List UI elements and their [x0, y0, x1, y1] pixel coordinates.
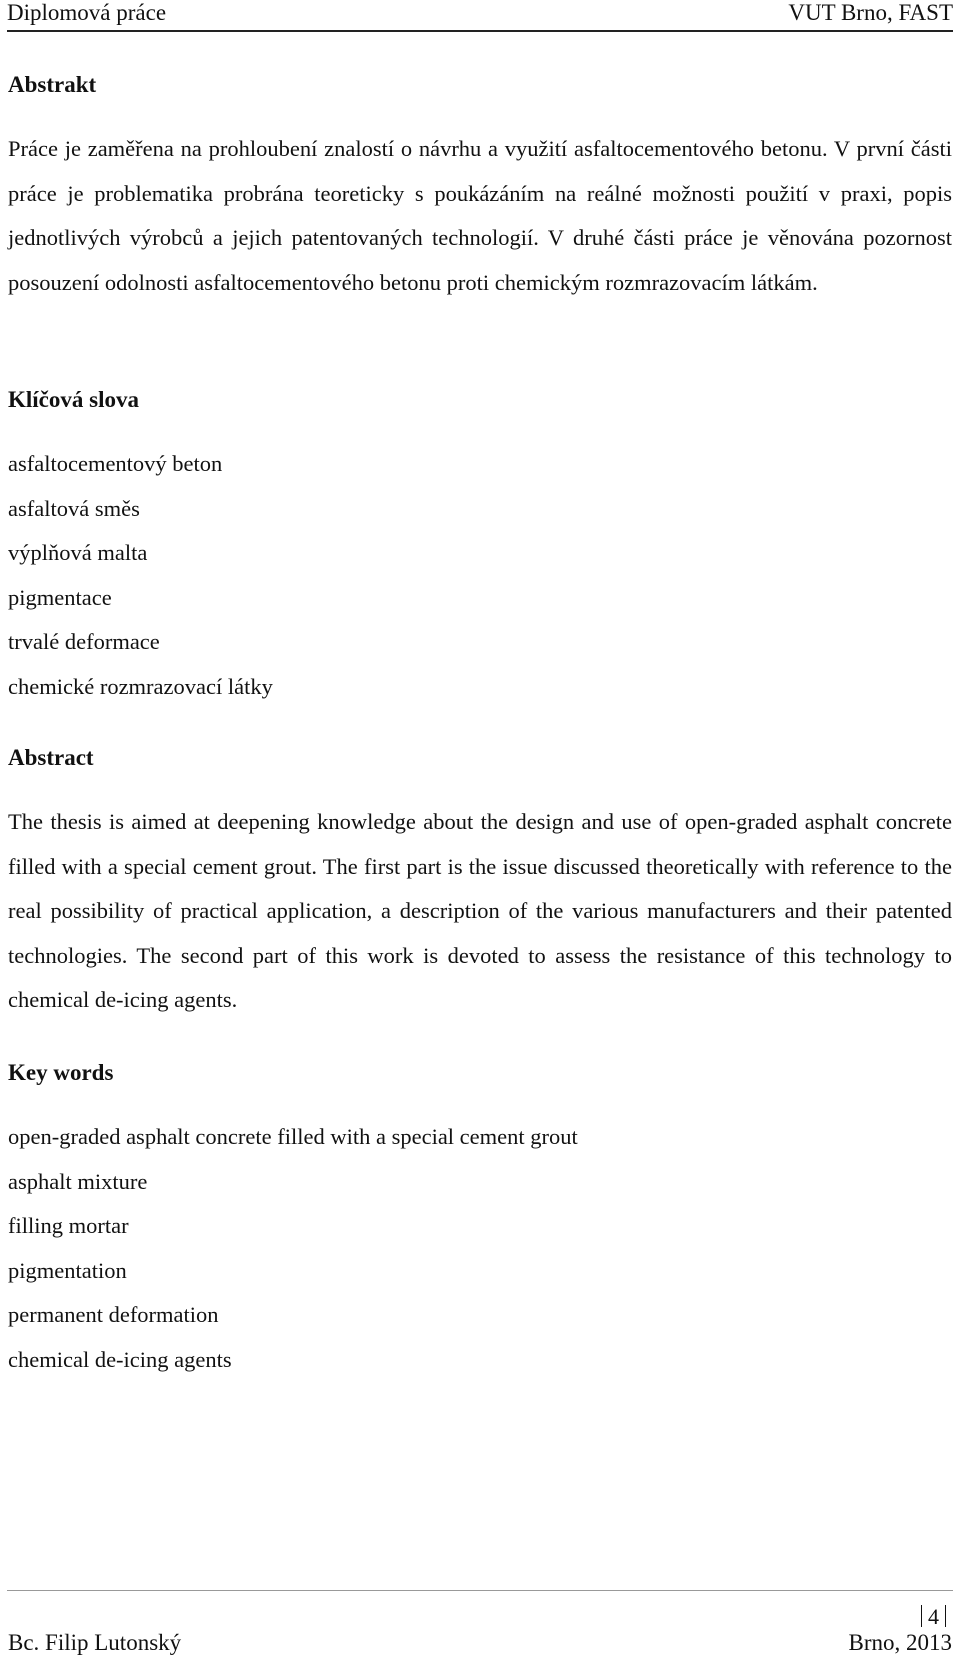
list-item: asfaltocementový beton — [8, 451, 223, 476]
list-item: chemické rozmrazovací látky — [8, 673, 273, 699]
key-words-heading: Key words — [8, 1060, 114, 1085]
footer-divider — [7, 1590, 953, 1591]
abstract-heading: Abstract — [8, 745, 94, 770]
page-number-left-bar — [921, 1605, 922, 1627]
key-words-list — [8, 1115, 578, 1382]
running-header — [7, 0, 953, 32]
footer-author: Bc. Filip Lutonský — [8, 1630, 182, 1655]
list-item: open-graded asphalt concrete filled with a special cement grout — [8, 1124, 578, 1149]
list-item: výplňová malta — [8, 540, 148, 565]
abstrakt-heading: Abstrakt — [8, 72, 97, 97]
header-institution: VUT Brno, FAST — [788, 0, 953, 25]
header-document-type: Diplomová práce — [7, 0, 167, 25]
page-number — [915, 1604, 952, 1630]
abstrakt-paragraph: Práce je zaměřena na prohloubení znalostí o návrhu a využití asfaltocementového betonu. V první části práce je problematika probrána teoreticky s poukázáním na reálné možnosti použití v praxi, popis jednotlivých výrobců a jejich patentovaných technologií. V druhé části práce je věnována pozornost posouzení odolnosti asfaltocementového betonu proti chemickým rozmrazovacím látkám. — [8, 136, 952, 295]
list-item: asfaltová směs — [8, 495, 140, 521]
abstract-paragraph: The thesis is aimed at deepening knowledge about the design and use of open-graded asphalt concrete filled with a special cement grout. The first part is the issue discussed theoretically with reference to the real possibility of practical application, a description of the various manufacturers and their patented technologies. The second part of this work is devoted to assess the resistance of this technology to chemical de-icing agents. — [8, 809, 952, 1012]
list-item: trvalé deformace — [8, 629, 160, 654]
page-number-right-bar — [945, 1605, 946, 1627]
list-item: asphalt mixture — [8, 1168, 148, 1194]
klicova-slova-heading: Klíčová slova — [8, 387, 139, 412]
list-item: pigmentace — [8, 584, 112, 610]
list-item: chemical de-icing agents — [8, 1346, 232, 1372]
page-number-value: 4 — [928, 1604, 939, 1629]
list-item: pigmentation — [8, 1257, 127, 1283]
klicova-slova-list — [8, 442, 273, 709]
list-item: filling mortar — [8, 1213, 129, 1238]
list-item: permanent deformation — [8, 1302, 219, 1327]
footer-place-year: Brno, 2013 — [848, 1630, 952, 1655]
